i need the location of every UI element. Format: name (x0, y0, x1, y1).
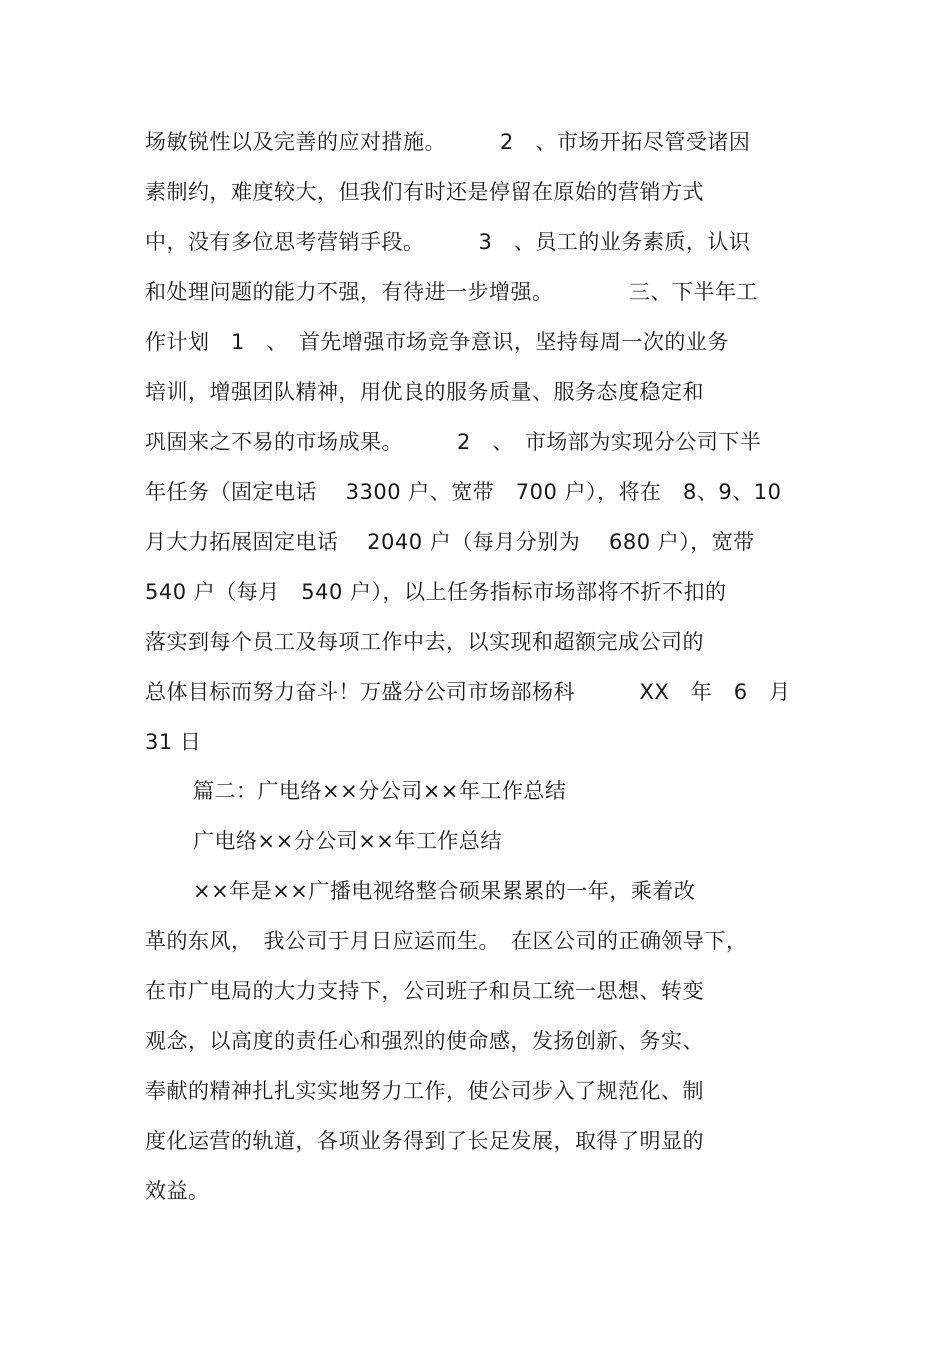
text-line: 月大力拓展固定电话 2040 户（每月分别为 680 户），宽带 (145, 530, 755, 554)
text-line: 作计划 1 、 首先增强市场竞争意识，坚持每周一次的业务 (145, 330, 729, 354)
text-line: 巩固来之不易的市场成果。 2 、 市场部为实现分公司下半 (145, 430, 762, 454)
text-line: 31 日 (145, 730, 202, 754)
section-title: 广电络××分公司××年工作总结 (193, 829, 502, 853)
text-line: 和处理问题的能力不强，有待进一步增强。 三、下半年工 (145, 280, 758, 304)
text-line: 在市广电局的大力支持下，公司班子和员工统一思想、转变 (145, 979, 704, 1003)
text-line: 落实到每个员工及每项工作中去，以实现和超额完成公司的 (145, 630, 704, 654)
text-line: 540 户（每月 540 户），以上任务指标市场部将不折不扣的 (145, 580, 727, 604)
text-line: 观念，以高度的责任心和强烈的使命感，发扬创新、务实、 (145, 1029, 704, 1053)
text-line: 总体目标而努力奋斗！万盛分公司市场部杨科 XX 年 6 月 (145, 680, 791, 704)
section-heading: 篇二：广电络××分公司××年工作总结 (193, 779, 567, 803)
text-line: 奉献的精神扎扎实实地努力工作，使公司步入了规范化、制 (145, 1079, 704, 1103)
text-line: 革的东风， 我公司于月日应运而生。 在区公司的正确领导下， (145, 929, 748, 953)
text-line: 中，没有多位思考营销手段。 3 、员工的业务素质，认识 (145, 230, 751, 254)
text-line: 场敏锐性以及完善的应对措施。 2 、市场开拓尽管受诸因 (145, 130, 751, 154)
text-line: 年任务（固定电话 3300 户、宽带 700 户），将在 8、9、10 (145, 480, 782, 504)
text-line: 培训，增强团队精神，用优良的服务质量、服务态度稳定和 (145, 380, 704, 404)
text-line: 度化运营的轨道，各项业务得到了长足发展，取得了明显的 (145, 1129, 704, 1153)
text-line: 效益。 (145, 1179, 210, 1203)
text-line: 素制约，难度较大，但我们有时还是停留在原始的营销方式 (145, 180, 704, 204)
paragraph-first-line: ××年是××广播电视络整合硕果累累的一年，乘着改 (193, 879, 696, 903)
